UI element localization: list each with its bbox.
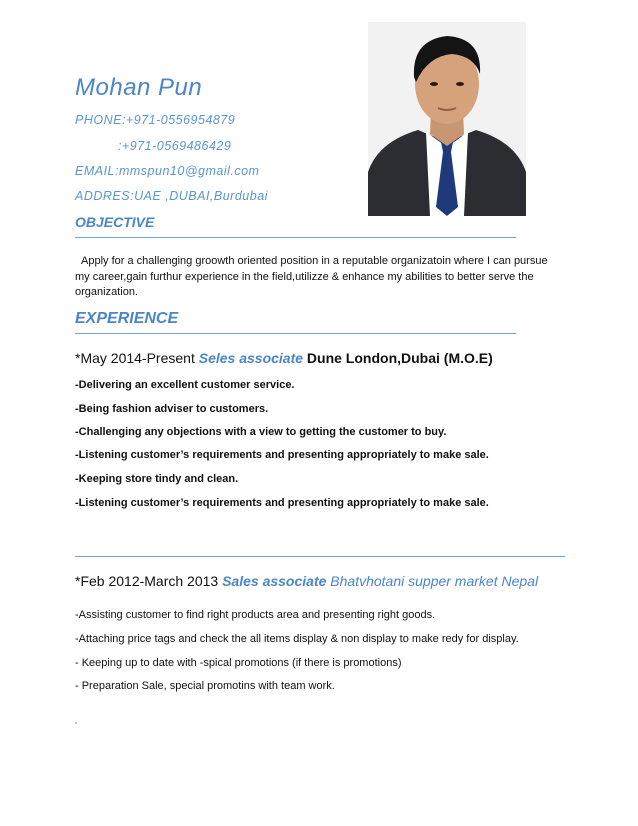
job-duty: -Challenging any objections with a view to getting the customer to buy. — [75, 426, 447, 438]
job-duty: -Delivering an excellent customer service. — [75, 379, 295, 391]
job-role: Sales associate — [222, 573, 327, 589]
objective-divider — [75, 237, 516, 238]
experience-heading: EXPERIENCE — [75, 310, 179, 327]
job-duty: - Preparation Sale, special promotins with team work. — [75, 680, 335, 692]
experience-divider — [75, 333, 516, 334]
job-role: Seles associate — [198, 350, 304, 366]
section-divider — [75, 556, 565, 557]
phone-primary: PHONE:+971-0556954879 — [75, 113, 236, 127]
job-duty: -Listening customer’s requirements and presenting appropriately to make sale. — [75, 497, 489, 509]
job-duty: -Listening customer’s requirements and presenting appropriately to make sale. — [75, 449, 489, 461]
phone-secondary: :+971-0569486429 — [118, 139, 232, 153]
stray-dot — [75, 722, 77, 724]
job-period: *May 2014-Present — [75, 350, 195, 366]
job-title-line — [75, 350, 493, 366]
job-duty: - Keeping up to date with -spical promotions (if there is promotions) — [75, 657, 402, 669]
job-title-line — [75, 573, 538, 589]
job-company: Dune London,Dubai (M.O.E) — [306, 350, 493, 366]
address: ADDRES:UAE ,DUBAI,Burdubai — [75, 189, 268, 203]
job-duty: -Attaching price tags and check the all items display & non display to make redy for display. — [75, 633, 519, 645]
job-company: Bhatvhotani supper market Nepal — [330, 573, 539, 589]
job-period: *Feb 2012-March 2013 — [75, 573, 219, 589]
job-duty: -Assisting customer to find right products area and presenting right goods. — [75, 609, 436, 621]
job-duty: -Keeping store tindy and clean. — [75, 473, 239, 485]
objective-heading: OBJECTIVE — [75, 214, 155, 230]
job-duty: -Being fashion adviser to customers. — [75, 403, 269, 415]
email: EMAIL:mmspun10@gmail.com — [75, 164, 260, 178]
objective-text: Apply for a challenging groowth oriented position in a reputable organizatoin where I can pursue my career,gain furthur experience in the field,utilizze & enhance my abilities to better serve the organization. — [75, 255, 548, 298]
profile-photo — [368, 22, 526, 216]
candidate-name: Mohan Pun — [75, 74, 203, 101]
